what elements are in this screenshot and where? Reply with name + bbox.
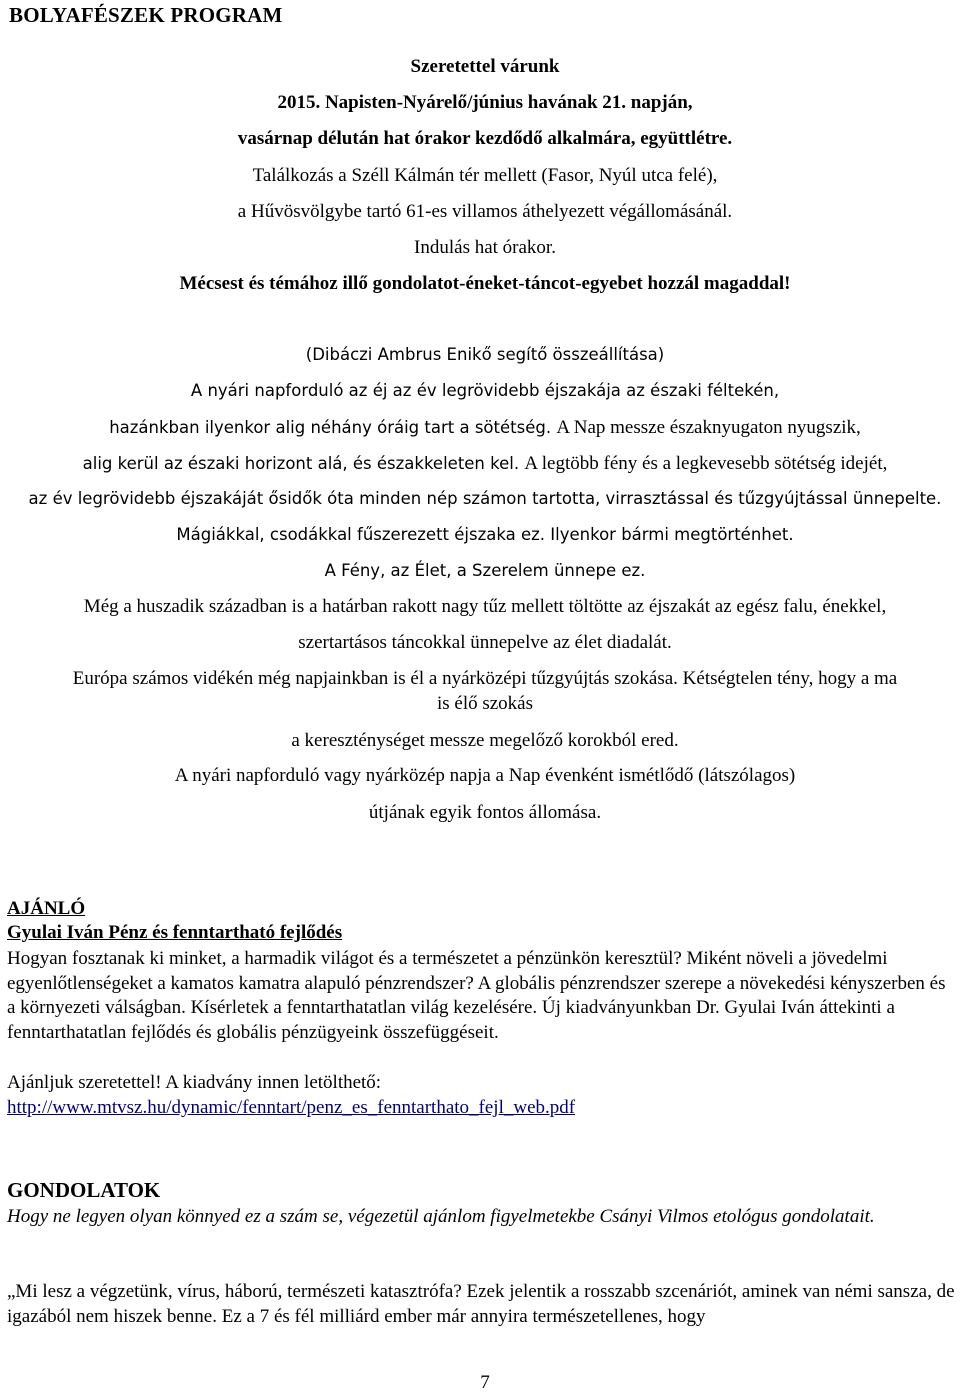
- ajanlo-subheading: Gyulai Iván Pénz és fenntartható fejlődés: [7, 922, 343, 943]
- essay-line: útjának egyik fontos állomása.: [368, 802, 602, 823]
- essay-line: [0, 453, 960, 475]
- program-title: BOLYAFÉSZEK PROGRAM: [9, 3, 283, 27]
- essay-line: A Fény, az Élet, a Szerelem ünnepe ez.: [324, 561, 646, 580]
- page-number: 7: [480, 1372, 490, 1393]
- essay-serif-segment: A Nap messze északnyugaton nyugszik,: [556, 417, 861, 438]
- essay-sans-segment: alig kerül az északi horizont alá, és északkeleten kel.: [82, 454, 525, 473]
- essay-line: Mágiákkal, csodákkal fűszerezett éjszaka ez. Ilyenkor bármi megtörténhet.: [176, 525, 794, 544]
- ajanlo-recommend: Ajánljuk szeretettel! A kiadvány innen letölthető:: [7, 1072, 382, 1093]
- essay-line: a kereszténységet messze megelőző korokból ered.: [291, 730, 679, 751]
- download-link[interactable]: http://www.mtvsz.hu/dynamic/fenntart/penz_es_fenntarthato_fejl_web.pdf: [7, 1097, 576, 1118]
- invite-meeting-place: Találkozás a Széll Kálmán tér mellett (Fasor, Nyúl utca felé),: [252, 165, 718, 186]
- invite-departure: Indulás hat órakor.: [414, 237, 556, 258]
- ajanlo-heading: AJÁNLÓ: [7, 898, 86, 919]
- invite-tram-stop: a Hűvösvölgybe tartó 61-es villamos áthelyezett végállomásánál.: [237, 201, 733, 222]
- essay-credit: (Dibáczi Ambrus Enikő segítő összeállítása): [305, 345, 665, 364]
- essay-line: az év legrövidebb éjszakáját ősidők óta minden nép számon tartotta, virrasztással és tűzgyújtással ünnepelte.: [28, 489, 942, 508]
- essay-line: szertartásos táncokkal ünnepelve az élet diadalát.: [298, 632, 672, 653]
- gondolatok-intro: Hogy ne legyen olyan könnyed ez a szám se, végezetül ajánlom figyelmetekbe Csányi Vilmos etológus gondolatait.: [7, 1206, 875, 1227]
- invite-bring-along: Mécsest és témához illő gondolatot-éneket-táncot-egyebet hozzál magaddal!: [179, 273, 791, 294]
- download-link-wrapper: [7, 1097, 575, 1119]
- essay-line: Még a huszadik században is a határban rakott nagy tűz mellett töltötte az éjszakát az egész falu, énekkel,: [83, 596, 887, 617]
- essay-line: [0, 417, 960, 439]
- essay-line: A nyári napforduló az éj az év legrövidebb éjszakája az északi féltekén,: [190, 381, 780, 400]
- ajanlo-body: Hogyan fosztanak ki minket, a harmadik világot és a természetet a pénzünkön keresztül? Miként növeli a jövedelmi egyenlőtlenségeket a kamatos kamatra alapuló pénzrendszer? A globális pénzrendszer szerepe a növekedési kényszerben és a környezeti válságban. Kísérletek a fenntarthatatlan világ kezelésére. Új kiadványunkban Dr. Gyulai Iván áttekinti a fenntarthatatlan fejlődés és globális pénzügyeink összefüggéseit.: [7, 948, 946, 1043]
- essay-line: Európa számos vidékén még napjainkban is él a nyárközépi tűzgyújtás szokása. Kétségtelen tény, hogy a ma: [72, 668, 898, 689]
- essay-line: A nyári napforduló vagy nyárközép napja a Nap évenként ismétlődő (látszólagos): [174, 765, 796, 786]
- essay-serif-segment: A legtöbb fény és a legkevesebb sötétség idejét,: [524, 453, 888, 474]
- invite-greeting: Szeretettel várunk: [410, 56, 560, 77]
- essay-line: is élő szokás: [436, 693, 534, 714]
- invite-date: 2015. Napisten-Nyárelő/június havának 21. napján,: [277, 92, 693, 113]
- invite-time: vasárnap délután hat órakor kezdődő alkalmára, együttlétre.: [237, 128, 733, 149]
- gondolatok-heading: GONDOLATOK: [7, 1178, 161, 1202]
- gondolatok-quote: „Mi lesz a végzetünk, vírus, háború, természeti katasztrófa? Ezek jelentik a rosszabb szcenáriót, aminek van némi sansza, de igazából nem hiszek benne. Ez a 7 és fél milliárd ember már annyira természetellenes, hogy: [7, 1281, 955, 1327]
- essay-sans-segment: hazánkban ilyenkor alig néhány óráig tart a sötétség.: [109, 418, 557, 437]
